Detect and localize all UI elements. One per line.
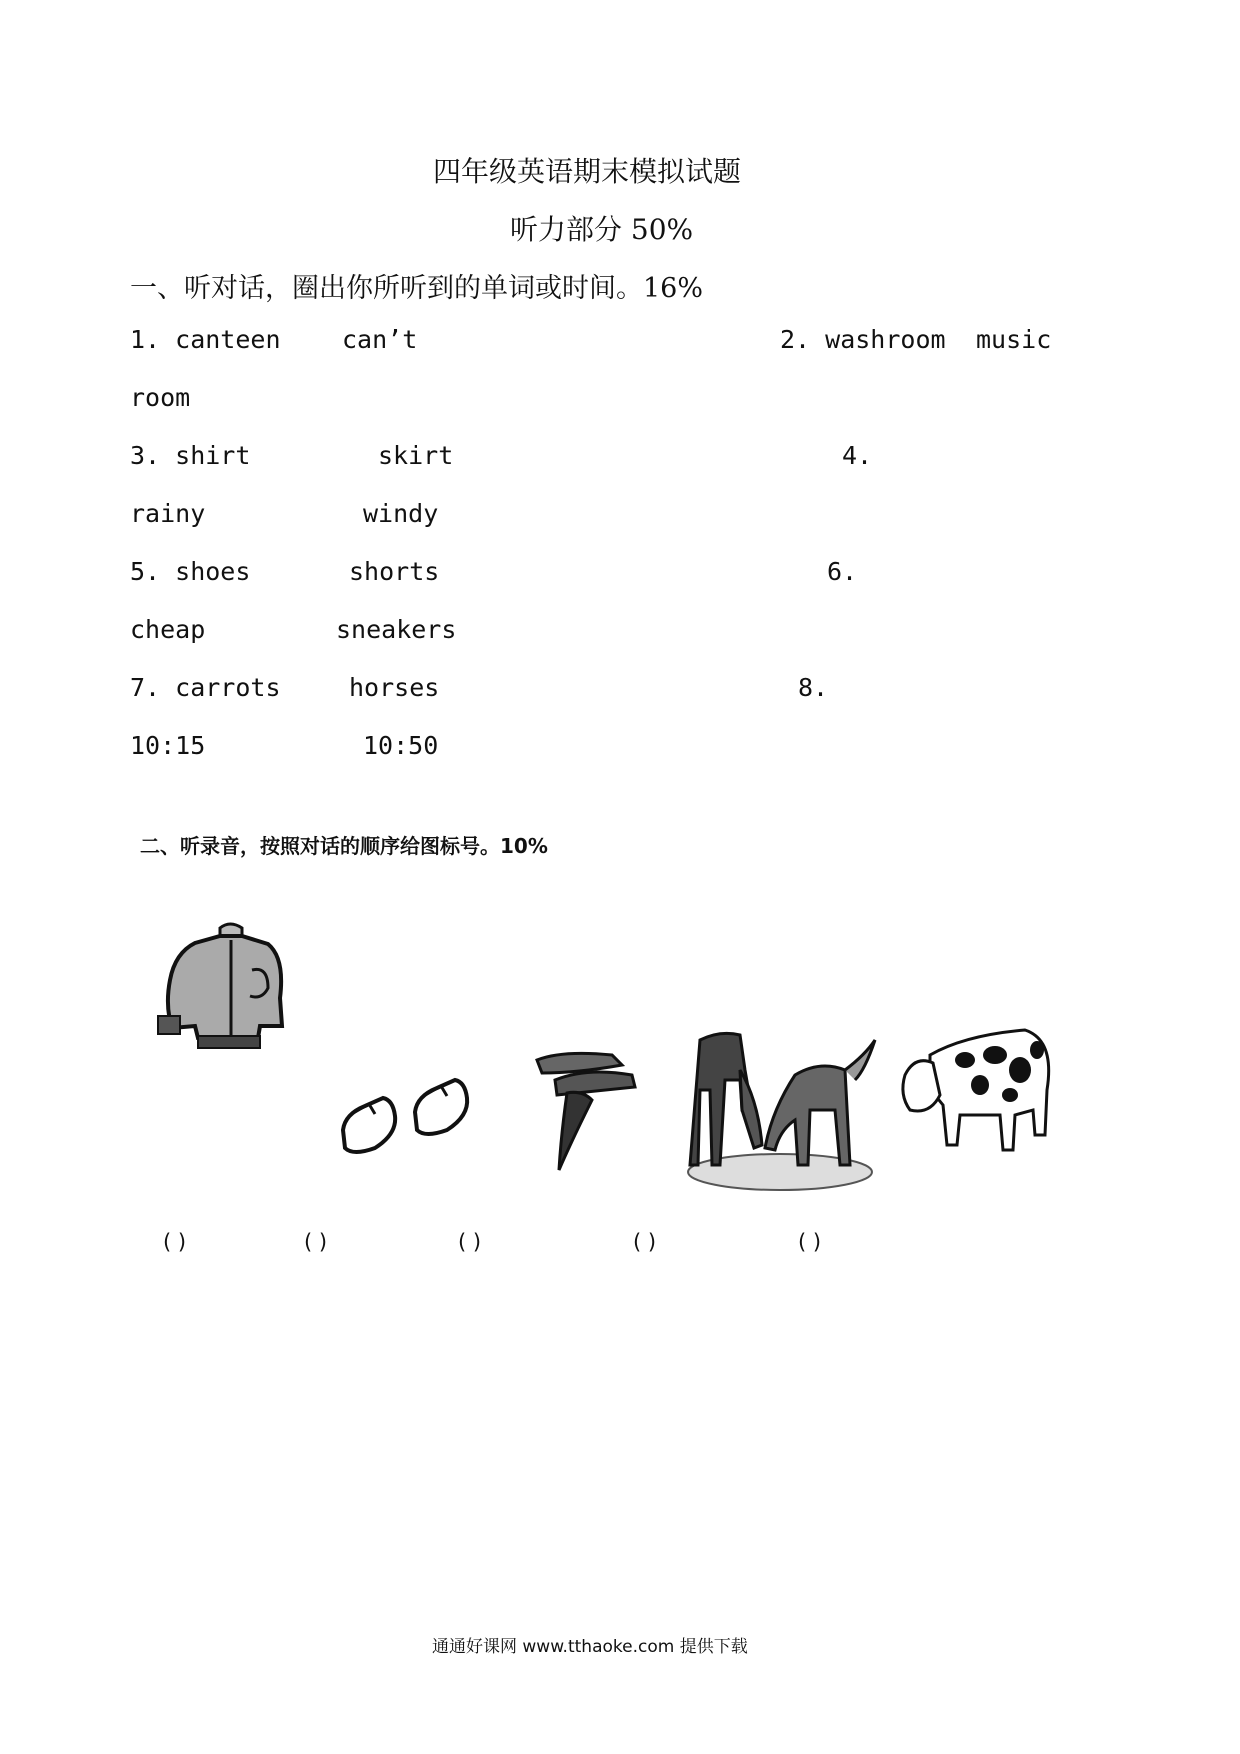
q8-number: 8. [798, 673, 829, 702]
answer-blank-4[interactable]: ( ) [633, 1230, 657, 1254]
q7-option-a: 7. carrots [130, 673, 281, 702]
shoes-picture [335, 1060, 475, 1160]
q2-option-b-part2: room [130, 383, 191, 412]
q6-option-a: cheap [130, 615, 206, 644]
q7-option-b: horses [349, 673, 440, 702]
q1-option-a: 1. canteen [130, 325, 281, 354]
page-title: 四年级英语期末模拟试题 [433, 155, 742, 188]
q2-option-b-part1: music [976, 325, 1052, 354]
page-subtitle: 听力部分 50% [510, 213, 694, 246]
page-footer: 通通好课网 www.tthaoke.com 提供下载 [432, 1637, 748, 1657]
carrots-picture [527, 1045, 647, 1180]
q8-option-a: 10:15 [130, 731, 206, 760]
q6-number: 6. [827, 557, 858, 586]
q3-option-a: 3. shirt [130, 441, 251, 470]
cow-picture [895, 1015, 1055, 1160]
q3-option-b: skirt [378, 441, 454, 470]
answer-blank-3[interactable]: ( ) [458, 1230, 482, 1254]
q8-option-b: 10:50 [363, 731, 439, 760]
section-2-heading: 二、听录音，按照对话的顺序给图标号。10% [140, 834, 548, 858]
horses-picture [680, 1020, 880, 1195]
answer-blank-2[interactable]: ( ) [304, 1230, 328, 1254]
section-1-heading: 一、听对话，圈出你所听到的单词或时间。16% [130, 273, 704, 304]
q6-option-b: sneakers [336, 615, 457, 644]
q4-number: 4. [842, 441, 873, 470]
answer-blank-5[interactable]: ( ) [798, 1230, 822, 1254]
jacket-picture [150, 918, 305, 1060]
q1-option-b: can’t [342, 325, 418, 354]
answer-blank-1[interactable]: ( ) [163, 1230, 187, 1254]
q2-option-a: 2. washroom [780, 325, 946, 354]
q5-option-a: 5. shoes [130, 557, 251, 586]
q4-option-a: rainy [130, 499, 206, 528]
q4-option-b: windy [363, 499, 439, 528]
q5-option-b: shorts [349, 557, 440, 586]
